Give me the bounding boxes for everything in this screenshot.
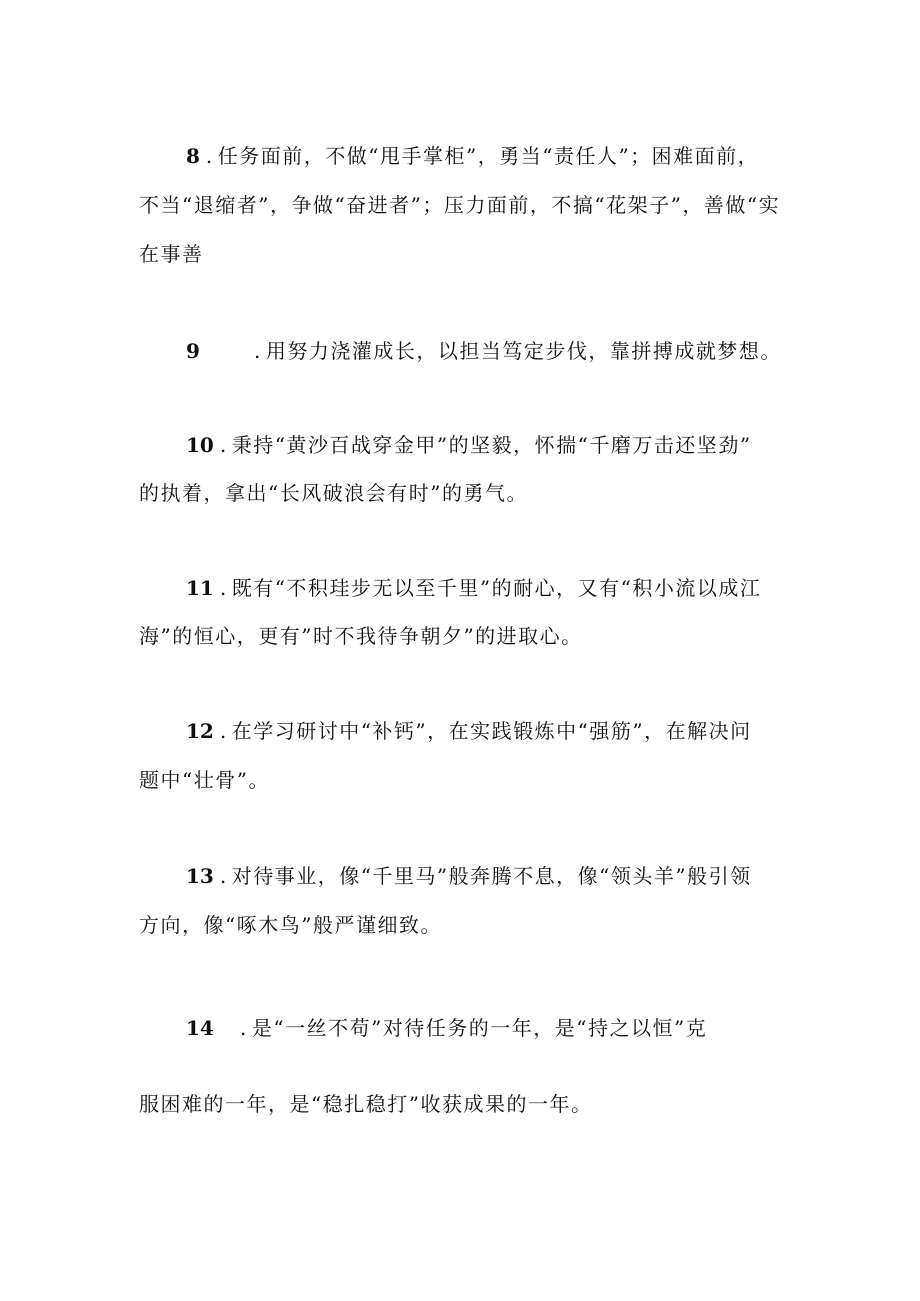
item-text: 是“一丝不苟”对待任务的一年，是“持之以恒”克: [251, 1016, 708, 1040]
item-number: 10: [186, 433, 214, 457]
item-text: 方向，像“啄木鸟”般严谨细致。: [139, 913, 442, 937]
item-separator: .: [219, 864, 228, 888]
item-14-line-2: [139, 1090, 799, 1118]
item-text: 服困难的一年，是“稳扎稳打”收获成果的一年。: [139, 1092, 593, 1116]
item-number: 12: [186, 719, 214, 743]
item-number: 8: [186, 144, 200, 168]
item-text: 对待事业，像“千里马”般奔腾不息，像“领头羊”般引领: [231, 864, 752, 888]
item-8-line-3: [139, 240, 799, 268]
item-11-line-2: [139, 622, 799, 650]
item-12-line-2: [139, 766, 799, 794]
item-14-line-1: [186, 1014, 800, 1042]
item-separator: .: [219, 433, 228, 457]
item-text: 用努力浇灌成长，以担当笃定步伐，靠拼搏成就梦想。: [265, 339, 782, 363]
item-text: 题中“壮骨”。: [139, 768, 270, 792]
item-text: 在事善: [139, 242, 204, 266]
item-separator: .: [254, 339, 262, 363]
item-text: 既有“不积珪步无以至千里”的耐心，又有“积小流以成江: [231, 576, 762, 600]
item-number: 9: [186, 339, 200, 363]
item-number: 14: [186, 1016, 214, 1040]
item-9-line-1: [186, 337, 800, 365]
item-separator: .: [240, 1016, 248, 1040]
item-number: 13: [186, 864, 214, 888]
item-11-line-1: [186, 574, 800, 602]
item-text: 不当“退缩者”，争做“奋进者”；压力面前，不搞“花架子”，善做“实: [139, 193, 781, 217]
item-text: 在学习研讨中“补钙”，在实践锻炼中“强筋”，在解决问: [231, 719, 752, 743]
item-text: 海”的恒心，更有”时不我待争朝夕”的进取心。: [139, 624, 583, 648]
item-10-line-2: [139, 479, 799, 507]
item-separator: .: [205, 144, 214, 168]
item-8-line-1: [186, 142, 800, 170]
item-separator: .: [219, 719, 228, 743]
item-8-line-2: [139, 191, 799, 219]
item-separator: .: [219, 576, 228, 600]
item-number: 11: [186, 576, 214, 600]
item-13-line-2: [139, 911, 799, 939]
item-text: 任务面前，不做“甩手掌柜”，勇当“责任人”；困难面前，: [217, 144, 760, 168]
item-text: 的执着，拿出“长风破浪会有时”的勇气。: [139, 481, 528, 505]
item-text: 秉持“黄沙百战穿金甲”的坚毅，怀揣“千磨万击还坚劲”: [231, 433, 752, 457]
item-10-line-1: [186, 431, 800, 459]
item-12-line-1: [186, 717, 800, 745]
item-13-line-1: [186, 862, 800, 890]
